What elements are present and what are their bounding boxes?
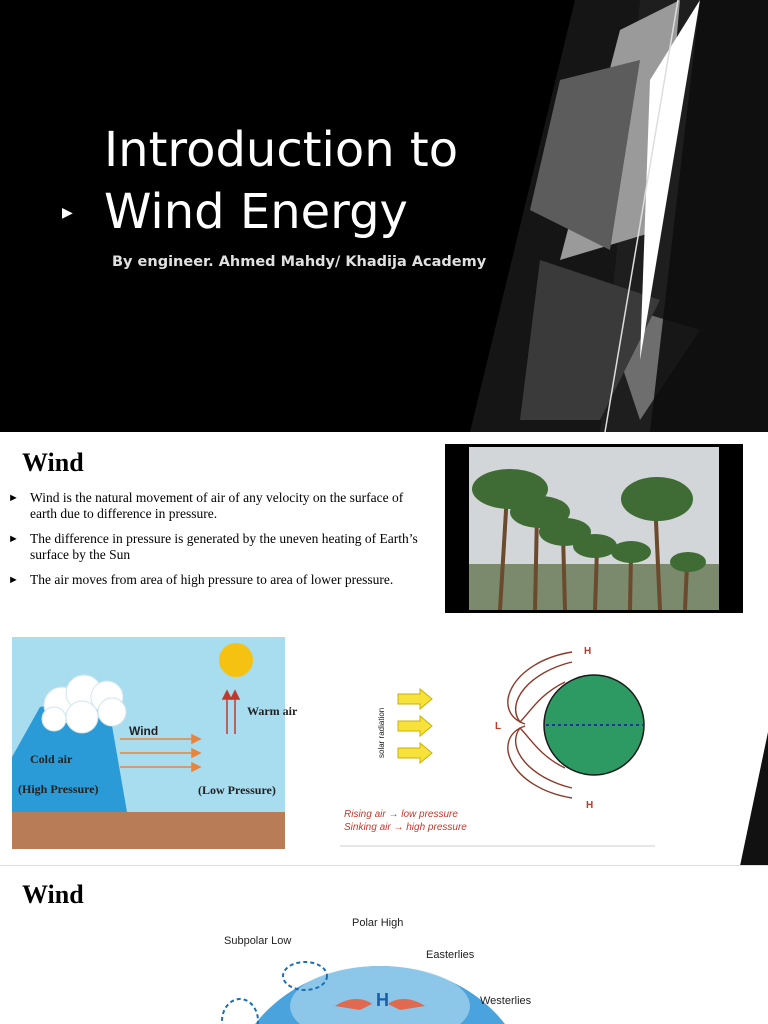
rising-air-note: Rising air → low pressure: [344, 809, 458, 820]
bullet-arrow-icon: ►: [8, 492, 19, 504]
westerlies-label: Westerlies: [480, 995, 532, 1007]
easterlies-label: Easterlies: [426, 949, 475, 961]
circulation-diagram: [340, 632, 660, 854]
title-line-2: Wind Energy: [104, 184, 408, 240]
sinking-air-note: Sinking air → high pressure: [344, 822, 467, 833]
pressure-diagram: [12, 637, 298, 849]
wind-slide: [0, 432, 768, 866]
slide-heading: Wind: [22, 448, 84, 477]
global-wind-diagram: [200, 906, 560, 1024]
polar-high-marker: H: [376, 990, 389, 1010]
wind-slide-2: [0, 866, 768, 1024]
low-label: L: [495, 721, 502, 732]
subpolar-low-label: Subpolar Low: [224, 935, 292, 947]
palm-trees-photo: [445, 444, 743, 613]
low-pressure-label: (Low Pressure): [198, 783, 276, 797]
high-pressure-label: (High Pressure): [18, 782, 99, 796]
high-label-bottom: H: [586, 800, 594, 811]
bullet-list: [8, 490, 428, 597]
solar-radiation-label: solar radiation: [377, 707, 386, 758]
bullet-triangle-icon: ▶: [62, 205, 73, 221]
list-item: ► Wind is the natural movement of air of any velocity on the surface of earth due to difference in pressure.: [8, 490, 404, 521]
high-label-top: H: [584, 646, 592, 657]
bullet-arrow-icon: ►: [8, 533, 19, 545]
title-slide: [0, 0, 768, 432]
list-item: ► The difference in pressure is generated by the uneven heating of Earth’s surface by the Sun: [8, 531, 418, 562]
subtitle: By engineer. Ahmed Mahdy/ Khadija Academy: [112, 254, 487, 270]
list-item: ► The air moves from area of high pressure to area of lower pressure.: [8, 572, 394, 587]
warm-air-label: Warm air: [247, 704, 298, 718]
bullet-arrow-icon: ►: [8, 574, 19, 586]
title-line-1: Introduction to: [104, 122, 459, 178]
slide-heading: Wind: [22, 880, 84, 909]
corner-decoration: [735, 732, 768, 866]
wind-label: Wind: [129, 724, 159, 738]
cold-air-label: Cold air: [30, 752, 73, 766]
polar-high-label: Polar High: [352, 917, 404, 929]
